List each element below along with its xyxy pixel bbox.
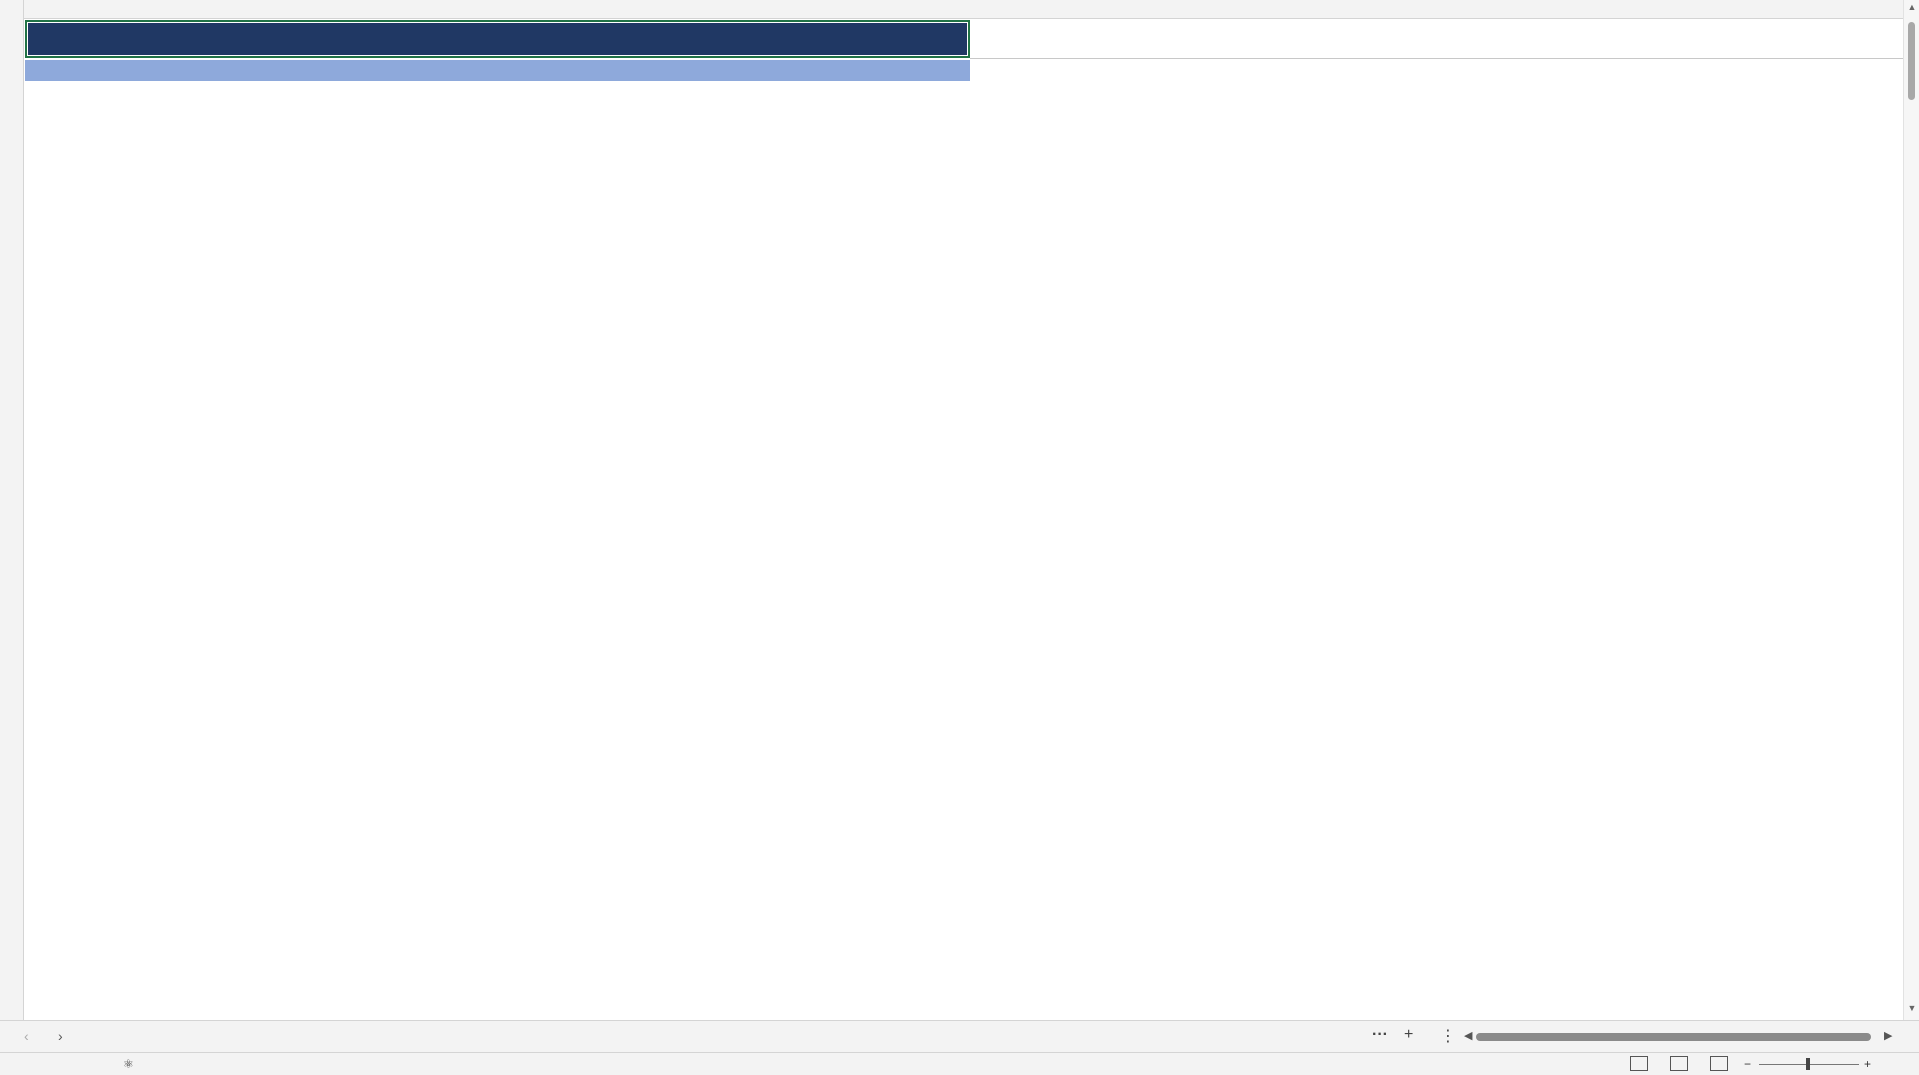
scroll-right-icon[interactable]: ▶ [1884,1030,1893,1042]
horizontal-scrollbar[interactable] [1476,1033,1874,1042]
page-break-view-icon[interactable] [1710,1056,1728,1071]
zoom-in-icon[interactable]: + [1864,1057,1872,1071]
zoom-out-icon[interactable]: − [1744,1057,1752,1071]
chevron-right-icon[interactable]: › [58,1028,63,1044]
scroll-up-icon[interactable]: ▲ [1907,2,1917,12]
worksheet-grid[interactable] [25,19,1903,1020]
accessibility-icon[interactable]: ⚛ [123,1057,134,1071]
sop-header-cell[interactable] [25,60,970,81]
select-all-corner[interactable] [0,0,24,19]
status-bar [0,1052,1919,1075]
scroll-left-icon[interactable]: ◀ [1464,1030,1473,1042]
scroll-down-icon[interactable]: ▼ [1907,1003,1917,1013]
vertical-scroll-thumb[interactable] [1908,22,1915,100]
page-layout-view-icon[interactable] [1670,1056,1688,1071]
plus-icon[interactable]: + [1404,1026,1414,1043]
horizontal-scroll-thumb[interactable] [1476,1033,1871,1041]
sheet-tab-bar [0,1020,1919,1052]
row1-bottom-border [970,58,1903,59]
vertical-ellipsis-icon[interactable]: ⋮ [1440,1028,1456,1045]
column-header-bar [0,0,1903,19]
row-header-bar [0,19,24,1020]
zoom-slider-knob[interactable] [1806,1058,1810,1070]
normal-view-icon[interactable] [1630,1056,1648,1071]
ellipsis-icon[interactable]: ··· [1372,1026,1388,1043]
cluster-title-cell[interactable] [25,20,970,58]
vertical-scrollbar[interactable] [1903,0,1919,1020]
chevron-left-icon[interactable]: ‹ [24,1028,29,1044]
